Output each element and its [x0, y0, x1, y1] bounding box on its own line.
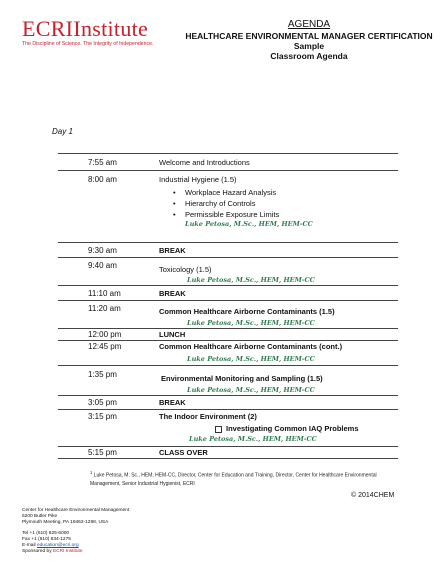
address-line: 5200 Butler Pike	[22, 514, 58, 519]
speaker-name: Luke Petosa, M.Sc., HEM, HEM-CC	[187, 276, 315, 284]
logo-tagline: The Discipline of Science. The Integrity of Independence.	[22, 41, 154, 47]
row-time: 12:45 pm	[88, 342, 122, 351]
row-title: Welcome and Introductions	[159, 158, 250, 167]
row-title: Industrial Hygiene (1.5)	[159, 175, 237, 184]
footnote-line2: Management, Senior Industrial Hygienist, ECRI	[90, 480, 195, 487]
agenda-row	[58, 396, 398, 410]
sponsor-name: ECRI Institute	[52, 549, 83, 554]
row-title: The Indoor Environment (2)	[159, 412, 257, 421]
row-title: Common Healthcare Airborne Contaminants (1.5)	[159, 307, 335, 316]
row-time: 7:55 am	[88, 158, 117, 167]
row-title: BREAK	[159, 398, 186, 407]
fax: Fax +1 (610) 834-1275	[22, 537, 71, 542]
subtopic: Investigating Common IAQ Problems	[215, 424, 359, 433]
contact-block: Center for Healthcare Environmental Management 5200 Butler Pike Plymouth Meeting, PA 19462-1298, USA Tel +1 (610) 825-6000 Fax +1 (610) 834-1275 E-mail education@ecri.org Sponsored by ECRI Institute	[22, 508, 130, 554]
row-time: 8:00 am	[88, 175, 117, 184]
agenda-row	[58, 258, 398, 286]
speaker-name: Luke Petosa, M.Sc., HEM, HEM-CC	[187, 355, 315, 363]
footnote	[90, 469, 390, 488]
address-line: Plymouth Meeting, PA 19462-1298, USA	[22, 520, 109, 525]
logo-wordmark	[22, 18, 172, 40]
bullet-item: • Hierarchy of Controls	[159, 198, 394, 209]
row-title: Toxicology (1.5)	[159, 265, 212, 274]
logo-ecri: ECRI	[22, 16, 74, 41]
row-title: CLASS OVER	[159, 448, 208, 457]
phone: Tel +1 (610) 825-6000	[22, 531, 70, 536]
row-title: Environmental Monitoring and Sampling (1.5)	[161, 374, 323, 383]
row-time: 3:15 pm	[88, 412, 117, 421]
row-title: Common Healthcare Airborne Contaminants (cont.)	[159, 342, 343, 351]
agenda-row	[58, 286, 398, 301]
agenda-title: AGENDA	[287, 19, 331, 30]
agenda-row	[58, 154, 398, 171]
agenda-row	[58, 329, 398, 341]
row-time: 9:40 am	[88, 261, 117, 270]
speaker-name: Luke Petosa, M.Sc., HEM, HEM-CC	[187, 386, 315, 394]
row-time: 3:05 pm	[88, 398, 117, 407]
agenda-row	[58, 243, 398, 258]
document-header	[180, 20, 438, 61]
row-time: 12:00 pm	[88, 330, 122, 339]
copyright: © 2014CHEM	[351, 492, 395, 499]
row-title: BREAK	[159, 289, 186, 298]
row-time: 5:15 pm	[88, 448, 117, 457]
address-line: Center for Healthcare Environmental Management	[22, 508, 130, 513]
header-line1: HEALTHCARE ENVIRONMENTAL MANAGER CERTIFICATION Sample	[185, 31, 433, 51]
bullet-item: • Workplace Hazard Analysis	[159, 187, 394, 198]
row-time: 9:30 am	[88, 246, 117, 255]
agenda-row	[58, 410, 398, 447]
speaker-name: Luke Petosa, M.Sc., HEM, HEM-CC	[187, 319, 315, 327]
checkbox-glyph-icon	[215, 426, 222, 433]
row-time: 11:10 am	[88, 289, 121, 298]
footnote-line1: Luke Petosa, M. Sc., HEM, HEM-CC, Director, Center for Education and Training, Director, Center for Healthcare Environmental	[93, 472, 377, 479]
header-line2: Classroom Agenda	[270, 51, 348, 61]
agenda-table	[58, 153, 398, 459]
agenda-row	[58, 341, 398, 366]
row-time: 11:20 am	[88, 304, 121, 313]
speaker-name: Luke Petosa, M.Sc., HEM, HEM-CC	[189, 435, 317, 443]
agenda-row	[58, 171, 398, 243]
footnote-number: 1	[90, 470, 93, 475]
row-title: BREAK	[159, 246, 186, 255]
agenda-row	[58, 366, 398, 396]
email-link[interactable]: education@ecri.org	[36, 543, 79, 548]
agenda-row	[58, 447, 398, 459]
speaker-name: Luke Petosa, M.Sc., HEM, HEM-CC	[185, 220, 313, 228]
row-time: 1:35 pm	[88, 370, 117, 379]
row-title: LUNCH	[159, 330, 186, 339]
agenda-row	[58, 301, 398, 329]
ecri-logo	[22, 18, 172, 47]
day-label: Day 1	[52, 127, 73, 136]
logo-institute: Institute	[73, 16, 149, 41]
bullet-item: • Permissible Exposure Limits	[159, 209, 394, 220]
